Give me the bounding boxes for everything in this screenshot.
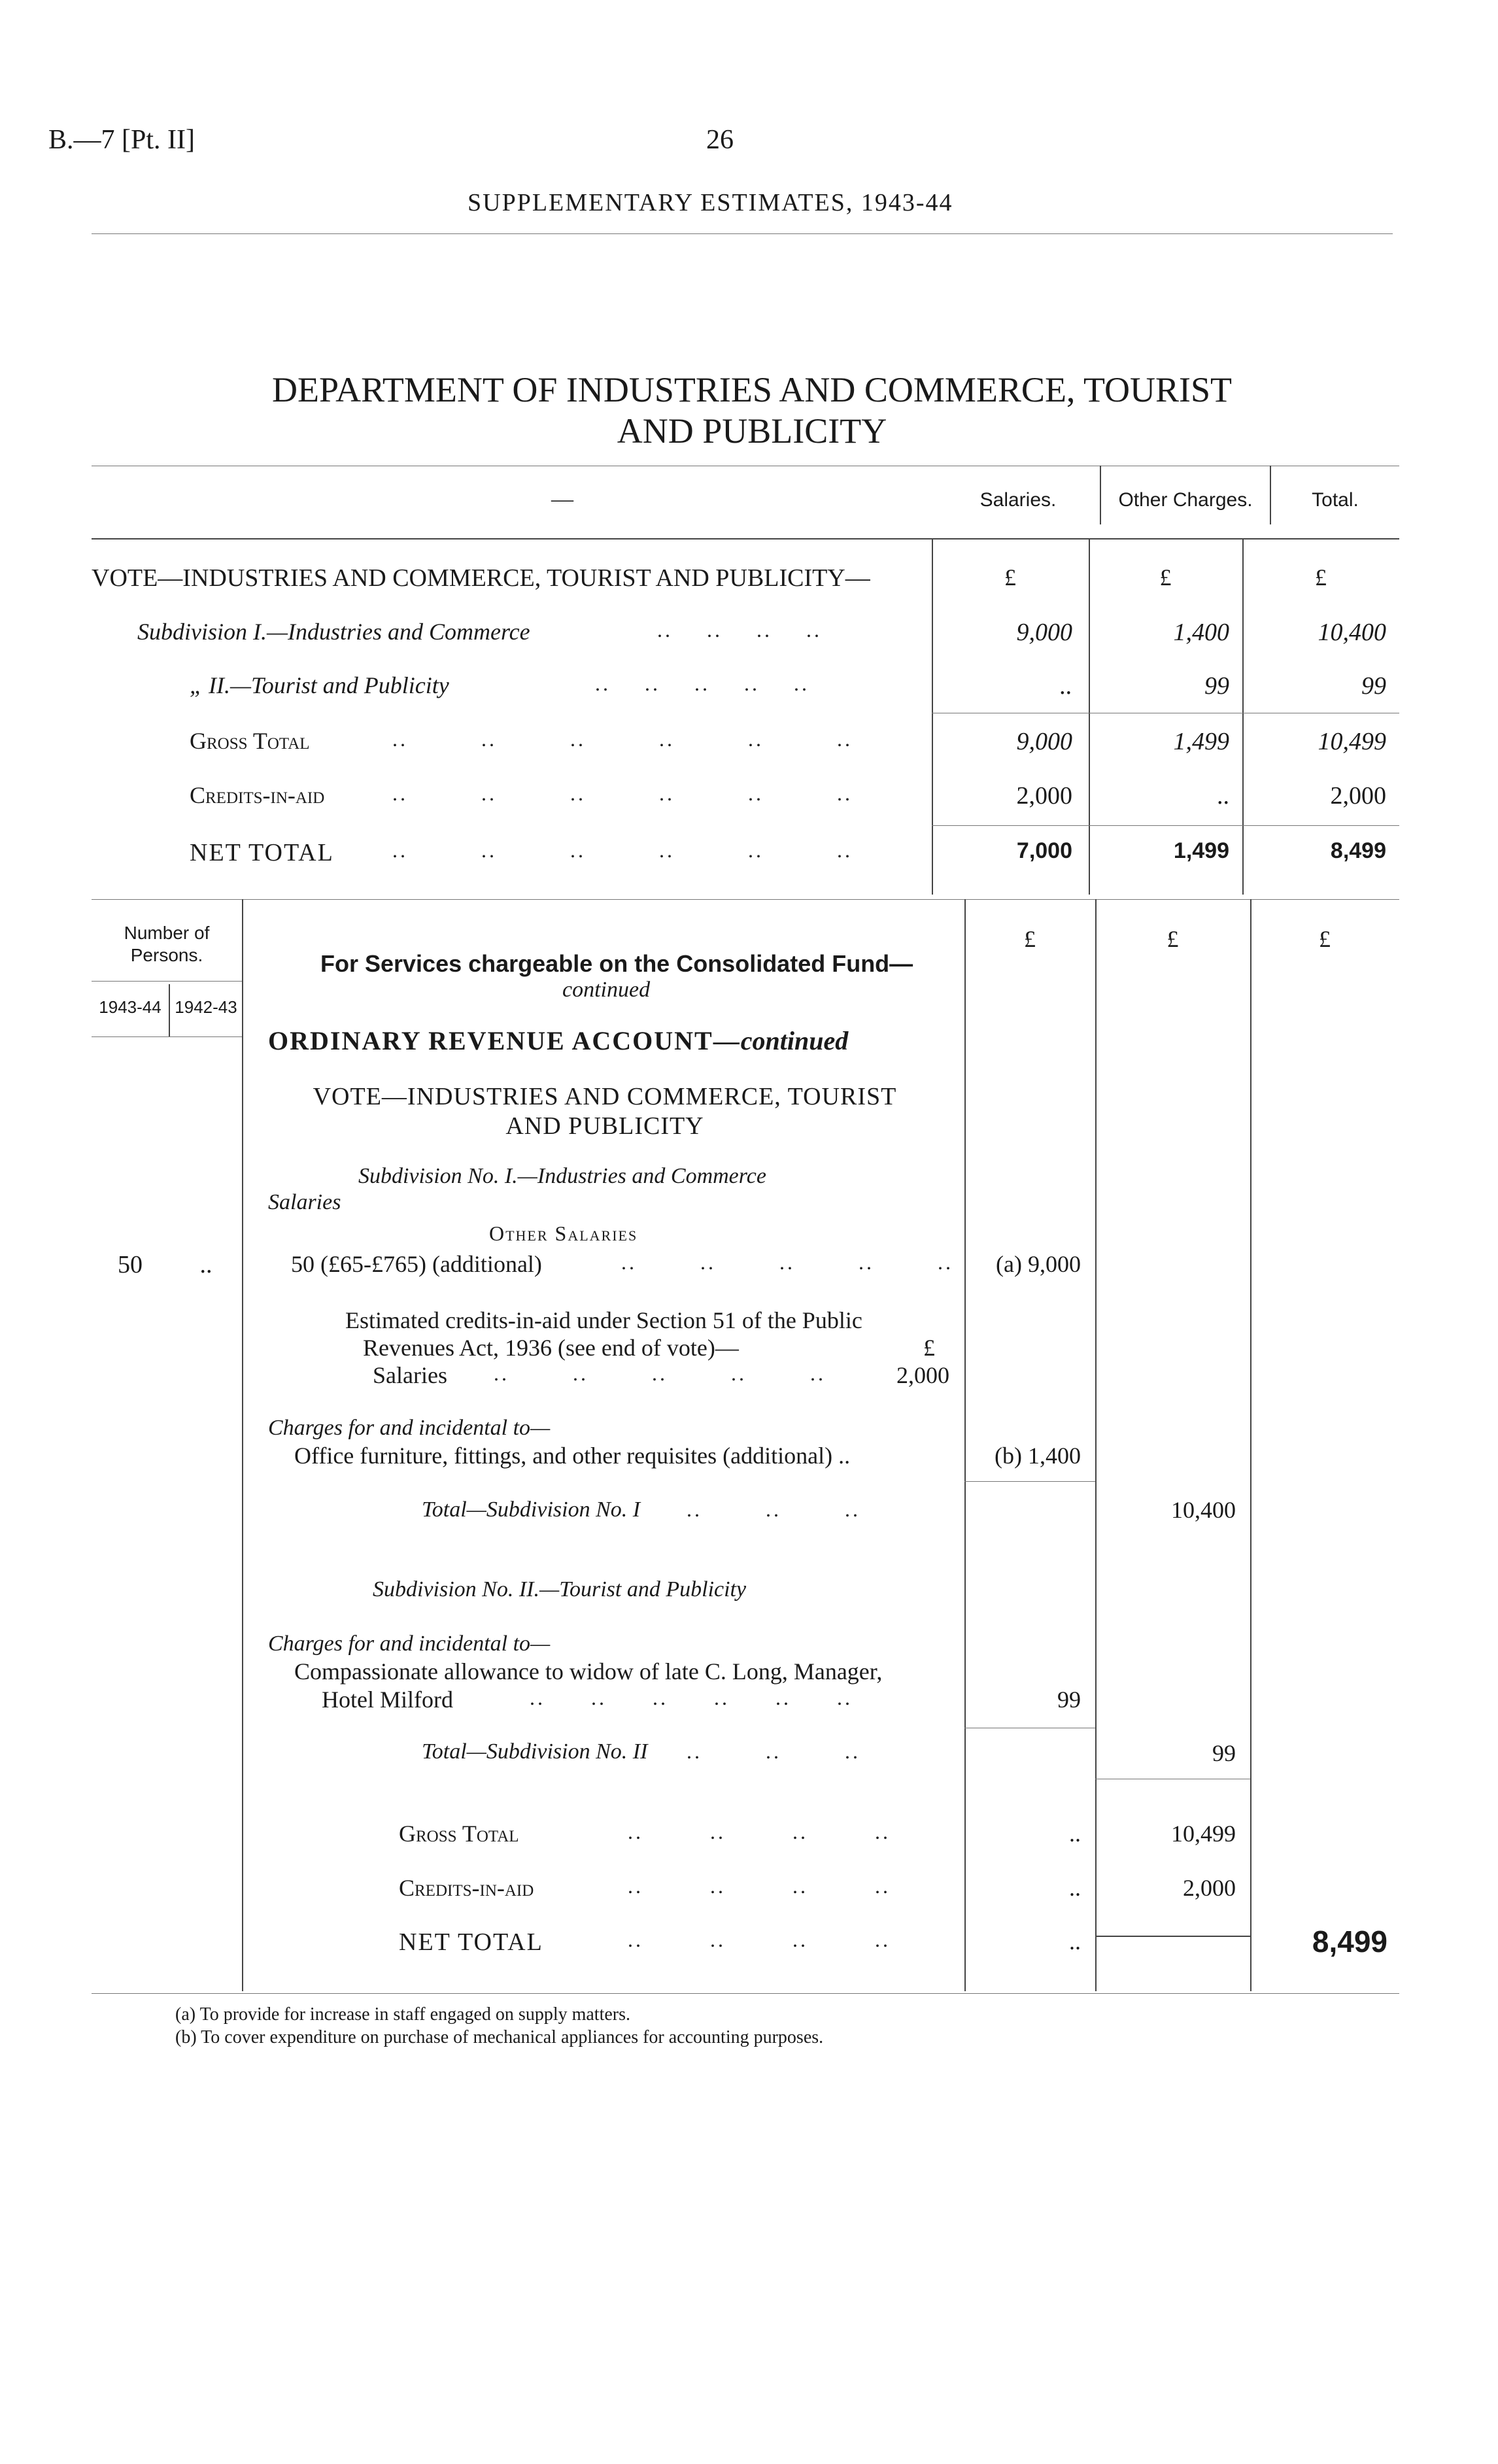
total-subdivision-2-dots: .. .. .. (687, 1739, 860, 1763)
total-subdivision-2-amount: 99 (1212, 1740, 1236, 1766)
services-continued: continued (562, 978, 651, 1002)
footnote-a: (a) To provide for increase in staff engaged on supply matters. (175, 2004, 631, 2025)
credits-in-aid-col1: .. (1069, 1875, 1081, 1901)
vote-heading-line2: AND PUBLICITY (505, 1112, 704, 1140)
summary-rule (932, 825, 1399, 826)
persons-head-rule (92, 981, 242, 982)
header-rule (92, 233, 1393, 234)
total-subdivision-1-label: Total—Subdivision No. I (422, 1497, 641, 1522)
net-total-dots: .. .. .. .. (628, 1928, 891, 1951)
compassionate-line1: Compassionate allowance to widow of late C. Long, Manager, (294, 1658, 883, 1685)
salary-line: 50 (£65-£765) (additional) (291, 1251, 542, 1277)
credits-note-amount: 2,000 (896, 1362, 949, 1388)
summary-bottom-rule (92, 899, 1399, 900)
summary-row-total: 8,499 (1330, 838, 1386, 863)
compassionate-amount: 99 (1057, 1686, 1081, 1713)
total-subdivision-1-dots: .. .. .. (687, 1497, 860, 1521)
office-furniture-amount: (b) 1,400 (995, 1443, 1081, 1469)
vote-heading-line1: VOTE—INDUSTRIES AND COMMERCE, TOURIST (313, 1083, 897, 1110)
summary-row-other: 1,499 (1173, 728, 1229, 755)
summary-row-other: 1,400 (1173, 619, 1229, 646)
total-subdivision-1-amount: 10,400 (1171, 1497, 1236, 1523)
persons-1943-44: 50 (118, 1251, 143, 1278)
summary-head-rule (92, 538, 1399, 539)
subdivision-2-title: Subdivision No. II.—Tourist and Publicity (373, 1577, 747, 1601)
summary-row-total: 10,499 (1318, 728, 1386, 755)
summary-head-blank: — (551, 487, 573, 511)
summary-currency-salaries: £ (1004, 564, 1016, 590)
summary-row-label: Gross Total (190, 728, 310, 754)
years-rule (92, 1036, 242, 1037)
salary-dots: .. .. .. .. .. (621, 1250, 953, 1274)
detail-bottom-rule (92, 1993, 1399, 1994)
summary-row-label: NET TOTAL (190, 839, 334, 866)
footnote-b: (b) To cover expenditure on purchase of mechanical appliances for accounting purposes. (175, 2027, 824, 2047)
document-reference: B.—7 [Pt. II] (48, 125, 195, 155)
running-title: SUPPLEMENTARY ESTIMATES, 1943-44 (468, 189, 953, 216)
gross-total-label: Gross Total (399, 1821, 519, 1847)
compassionate-line2: Hotel Milford (322, 1686, 453, 1713)
department-title-line1: DEPARTMENT OF INDUSTRIES AND COMMERCE, TOURIST (272, 370, 1232, 409)
summary-row-dots: .. .. .. .. .. (595, 672, 809, 695)
detail-currency-col1: £ (1024, 926, 1036, 952)
summary-row-other: 1,499 (1173, 838, 1229, 863)
summary-row-total: 2,000 (1330, 782, 1386, 810)
summary-row-other: .. (1217, 782, 1229, 810)
summary-row-salaries: 9,000 (1016, 619, 1072, 646)
summary-row-label: Subdivision I.—Industries and Commerce (137, 619, 530, 645)
summary-row-label: Credits-in-aid (190, 782, 325, 808)
summary-row-salaries: .. (1060, 672, 1072, 700)
credits-note-dots: .. .. .. .. .. (494, 1361, 826, 1385)
office-furniture-line: Office furniture, fittings, and other requisites (additional) .. (294, 1443, 851, 1469)
gross-total-col1: .. (1069, 1821, 1081, 1847)
credits-note-line2: Revenues Act, 1936 (see end of vote)— (363, 1335, 739, 1361)
net-total-amount: 8,499 (1312, 1925, 1387, 1959)
net-total-col1: .. (1069, 1928, 1081, 1955)
summary-row-dots: .. .. .. .. .. .. (392, 781, 853, 805)
page-number: 26 (706, 125, 734, 155)
subdivision-1-title: Subdivision No. I.—Industries and Commerce (358, 1164, 766, 1188)
detail-divider-col2 (1250, 899, 1251, 1991)
summary-row-label: „ II.—Tourist and Publicity (190, 672, 449, 698)
year-1942-43: 1942-43 (175, 997, 237, 1017)
detail-currency-col2: £ (1166, 926, 1179, 952)
summary-row-salaries: 7,000 (1016, 838, 1072, 863)
gross-total-dots: .. .. .. .. (628, 1820, 891, 1843)
summary-col-other-charges: Other Charges. (1118, 489, 1253, 511)
credits-note-line1: Estimated credits-in-aid under Section 51 of the Public (345, 1307, 862, 1333)
detail-currency-col3: £ (1319, 926, 1331, 952)
summary-row-total: 99 (1361, 672, 1386, 700)
salary-amount: (a) 9,000 (996, 1251, 1081, 1277)
total-subdivision-2-label: Total—Subdivision No. II (422, 1739, 648, 1764)
summary-row-dots: .. .. .. .. .. .. (392, 727, 853, 751)
summary-col-total: Total. (1312, 489, 1359, 511)
charges-heading-2: Charges for and incidental to— (268, 1632, 551, 1656)
summary-row-dots: .. .. .. .. (657, 618, 822, 642)
credits-in-aid-amount: 2,000 (1183, 1875, 1236, 1901)
credits-in-aid-dots: .. .. .. .. (628, 1874, 891, 1898)
summary-row-other: 99 (1204, 672, 1229, 700)
account-title-text: ORDINARY REVENUE ACCOUNT— (268, 1026, 741, 1055)
compassionate-dots: .. .. .. .. .. .. (530, 1686, 853, 1709)
net-rule-top (1095, 1936, 1250, 1937)
summary-col-salaries: Salaries. (979, 489, 1057, 511)
credits-note-item: Salaries (373, 1362, 447, 1388)
credits-note-currency: £ (923, 1335, 935, 1361)
summary-currency-other: £ (1159, 564, 1172, 590)
summary-vote-label: VOTE—INDUSTRIES AND COMMERCE, TOURIST AND PUBLICITY— (92, 564, 870, 592)
other-salaries-heading: Other Salaries (489, 1222, 638, 1245)
account-title (268, 1025, 848, 1056)
summary-currency-total: £ (1315, 564, 1327, 590)
summary-row-dots: .. .. .. .. .. .. (392, 838, 853, 862)
services-title: For Services chargeable on the Consolidated Fund— (320, 950, 913, 977)
summary-row-salaries: 2,000 (1016, 782, 1072, 810)
summary-row-total: 10,400 (1318, 619, 1386, 646)
summary-row-salaries: 9,000 (1016, 728, 1072, 755)
department-title-line2: AND PUBLICITY (617, 411, 887, 451)
account-title-continued: continued (740, 1026, 849, 1055)
net-total-label: NET TOTAL (399, 1928, 543, 1956)
persons-1942-43: .. (199, 1251, 213, 1278)
charges-heading-1: Charges for and incidental to— (268, 1416, 551, 1440)
salaries-heading: Salaries (268, 1190, 341, 1214)
number-of-persons-head: Number of Persons. (124, 923, 210, 965)
gross-total-amount: 10,499 (1171, 1821, 1236, 1847)
year-1943-44: 1943-44 (99, 997, 162, 1017)
credits-in-aid-label: Credits-in-aid (399, 1875, 534, 1901)
subtotal-rule-1 (964, 1481, 1095, 1482)
detail-divider-persons (242, 899, 243, 1991)
